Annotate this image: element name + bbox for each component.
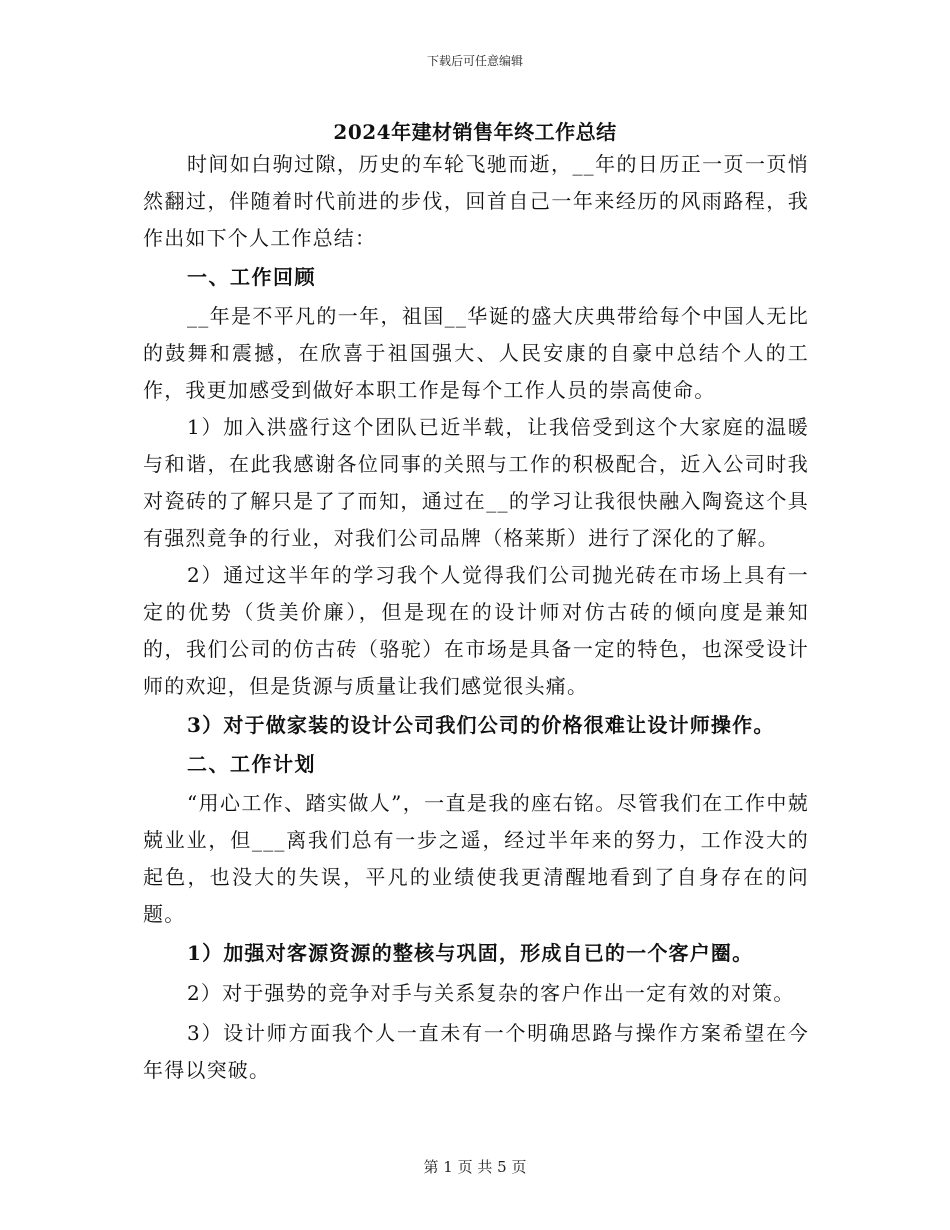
review-paragraph: __年是不平凡的一年，祖国__华诞的盛大庆典带给每个中国人无比的鼓舞和震撼，在欣喜于祖国强大、人民安康的自豪中总结个人的工作，我更加感受到做好本职工作是每个工作人员的崇高使命。 bbox=[143, 304, 809, 402]
header-note: 下载后可任意编辑 bbox=[426, 54, 523, 68]
review-item-1: 1）加入洪盛行这个团队已近半载，让我倍受到这个大家庭的温暖与和谐，在此我感谢各位同事的关照与工作的积极配合，近入公司时我对瓷砖的了解只是了了而知，通过在__的学习让我很快融入陶瓷这个具有强烈竟争的行业，对我们公司品牌（格莱斯）进行了深化的了解。 bbox=[143, 415, 809, 550]
review-item-3: 3）对于做家装的设计公司我们公司的价格很难让设计师操作。 bbox=[187, 713, 775, 737]
plan-item-3: 3）设计师方面我个人一直未有一个明确思路与操作方案希望在今年得以突破。 bbox=[143, 1021, 809, 1082]
plan-item-1: 1）加强对客源资源的整核与巩固，形成自已的一个客户圈。 bbox=[187, 941, 754, 965]
document-body bbox=[143, 146, 809, 1089]
plan-item-2: 2）对于强势的竞争对手与关系复杂的客户作出一定有效的对策。 bbox=[187, 981, 795, 1005]
section-heading-work-review: 一、工作回顾 bbox=[187, 265, 316, 289]
section-heading-work-plan: 二、工作计划 bbox=[187, 752, 316, 776]
review-item-2: 2）通过这半年的学习我个人觉得我们公司抛光砖在市场上具有一定的优势（货美价廉），但是现在的设计师对仿古砖的倾向度是兼知的，我们公司的仿古砖（骆驼）在市场是具备一定的特色，也深受设计师的欢迎，但是货源与质量让我们感觉很头痛。 bbox=[143, 563, 809, 698]
document-title: 2024年建材销售年终工作总结 bbox=[333, 120, 617, 144]
plan-paragraph: “用心工作、踏实做人”，一直是我的座右铭。尽管我们在工作中兢兢业业，但___离我们总有一步之遥，经过半年来的努力，工作没大的起色，也没大的失误，平凡的业绩使我更清醒地看到了自身存在的问题。 bbox=[143, 791, 809, 926]
intro-paragraph: 时间如白驹过隙，历史的车轮飞驰而逝，__年的日历正一页一页悄然翻过，伴随着时代前进的步伐，回首自己一年来经历的风雨路程，我作出如下个人工作总结： bbox=[143, 152, 809, 250]
page-number: 第 1 页 共 5 页 bbox=[423, 1158, 527, 1176]
